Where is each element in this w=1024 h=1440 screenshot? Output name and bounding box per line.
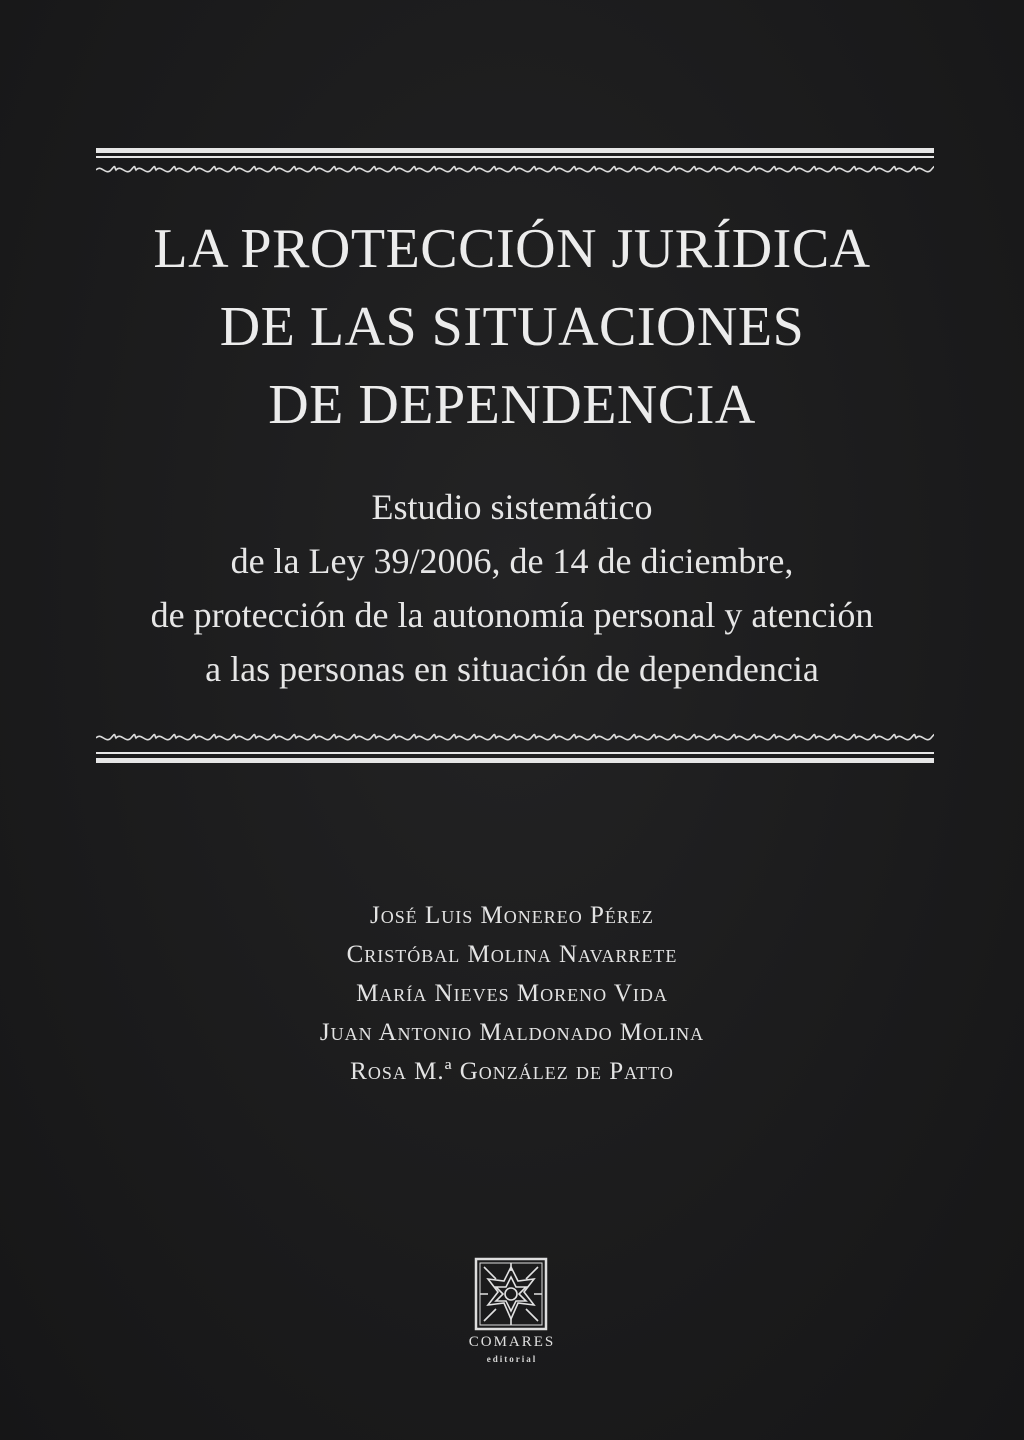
author-name: Cristóbal Molina Navarrete [346,941,678,968]
subtitle-line: Estudio sistemático [371,487,653,527]
subtitle-line: de la Ley 39/2006, de 14 de diciembre, [230,541,794,581]
geometric-star-seal-icon [474,1257,548,1331]
top-rule-thick [96,148,934,153]
bottom-rule-thick [96,758,934,763]
top-wave-ornament [96,163,934,177]
publisher-name: COMARES [468,1334,556,1350]
book-title [0,210,1024,444]
bottom-rule-thin [96,752,934,754]
subtitle-line: de protección de la autonomía personal y atención [150,595,874,635]
author-name: Rosa M.ª González de Patto [350,1058,674,1085]
author-name: María Nieves Moreno Vida [356,980,668,1007]
publisher-subtitle: editorial [486,1354,538,1364]
top-rule-thin [96,156,934,158]
book-subtitle [0,480,1024,696]
bottom-wave-ornament [96,731,934,745]
author-name: Juan Antonio Maldonado Molina [319,1019,705,1046]
title-line: DE DEPENDENCIA [268,374,756,436]
author-name: José Luis Monereo Pérez [370,902,654,929]
title-line: LA PROTECCIÓN JURÍDICA [153,218,871,280]
title-line: DE LAS SITUACIONES [219,296,805,358]
subtitle-line: a las personas en situación de dependencia [205,649,819,689]
author-list [0,896,1024,1091]
